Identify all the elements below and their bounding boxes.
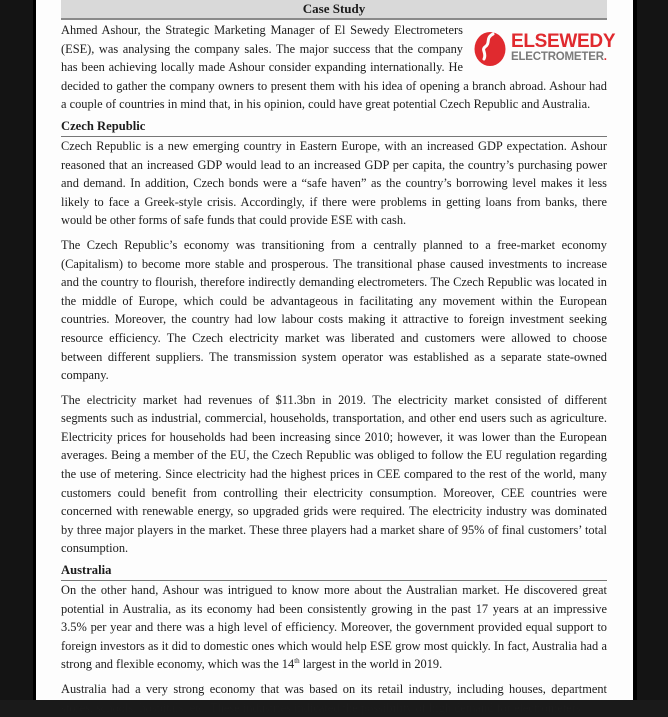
company-logo <box>473 23 616 73</box>
page-title: Case Study <box>61 0 607 20</box>
intro-section <box>61 21 616 114</box>
elsewedy-logo-icon <box>473 29 507 67</box>
czech-paragraph-1: Czech Republic is a new emerging country in Eastern Europe, with an increased GDP expectation. Ashour reasoned that an increased GDP would lead to an increased GDP per capita, the country’s purchasing power and demand. In addition, Czech bonds were a “safe haven” as the country’s borrowing level makes it less likely to face a Greek-style crisis. Accordingly, if there were problems in getting loans from banks, there would be other forms of safe funds that could provide ESE with cash. <box>61 138 607 228</box>
australia-paragraph-1: On the other hand, Ashour was intrigued to know more about the Australian market. He discovered great potential in Australia, as its economy had been consistently growing in the past 17 years at an impressive 3.5% per year and there was a high level of efficiency. Moreover, the government provided equal support to foreign investors as it did to domestic ones which would help ESE grow most quickly. In fact, Australia had a strong and flexible economy, which was the 14th largest in the world in 2019. <box>61 583 607 672</box>
czech-paragraph-3: The electricity market had revenues of $11.3bn in 2019. The electricity market consisted of different segments such as industrial, commercial, households, transportation, and other end users such as agriculture. Electricity prices for households had been increasing since 2010; however, it was lower than the European averages. Being a member of the EU, the Czech Republic was obliged to follow the EU regulation regarding the use of metering. Since electricity had the highest prices in CEE compared to the rest of the world, many customers could benefit from controlling their electricity consumption. Moreover, CEE countries were concerned with renewable energy, so upgraded grids were required. The electricity industry was dominated by three major players in the market. These three players had a market share of 95% of final customers’ total consumption. <box>61 392 607 556</box>
czech-paragraph-2: The Czech Republic’s economy was transitioning from a centrally planned to a free-market economy (Capitalism) to become more stable and prosperous. The transitional phase caused investments to increase and the country to flourish, therefore indirectly demanding electrometers. The Czech Republic was located in the middle of Europe, which could be advantageous in facilitating any movement within the European countries. Moreover, the country had low labour costs making it attractive to foreign investment seeking resource efficiency. The Czech electricity market was liberated and customers were allowed to choose between different suppliers. The transmission system operator was established as a separate state-owned company. <box>61 237 607 383</box>
ordinal-suffix: th <box>294 657 300 666</box>
section-heading-australia: Australia <box>61 562 607 581</box>
document-content <box>61 0 616 717</box>
document-page <box>33 0 637 715</box>
australia-paragraph-2: Australia had a very strong economy that was based on its retail industry, including houses, department stores, schools, hospitals, etc. These industries indicated the possibility of high demand for electrometers <box>61 682 607 715</box>
left-dark-margin <box>0 0 33 700</box>
right-dark-margin <box>637 0 668 700</box>
logo-subtitle: ELECTROMETER. <box>511 51 607 64</box>
intro-paragraph: Ahmed Ashour, the Strategic Marketing Manager of El Sewedy Electrometers (ESE), was analysing the company sales. The major success that the company has been achieving locally made Ashour consider expanding internationally. He decided to gather the company owners to present them with his idea of opening a branch abroad. Ashour had a couple of countries in mind that, in his opinion, could have great potential Czech Republic and Australia. <box>61 23 607 112</box>
logo-name: ELSEWEDY <box>511 31 616 53</box>
logo-wordmark <box>511 32 615 64</box>
section-heading-czech-republic: Czech Republic <box>61 118 607 137</box>
